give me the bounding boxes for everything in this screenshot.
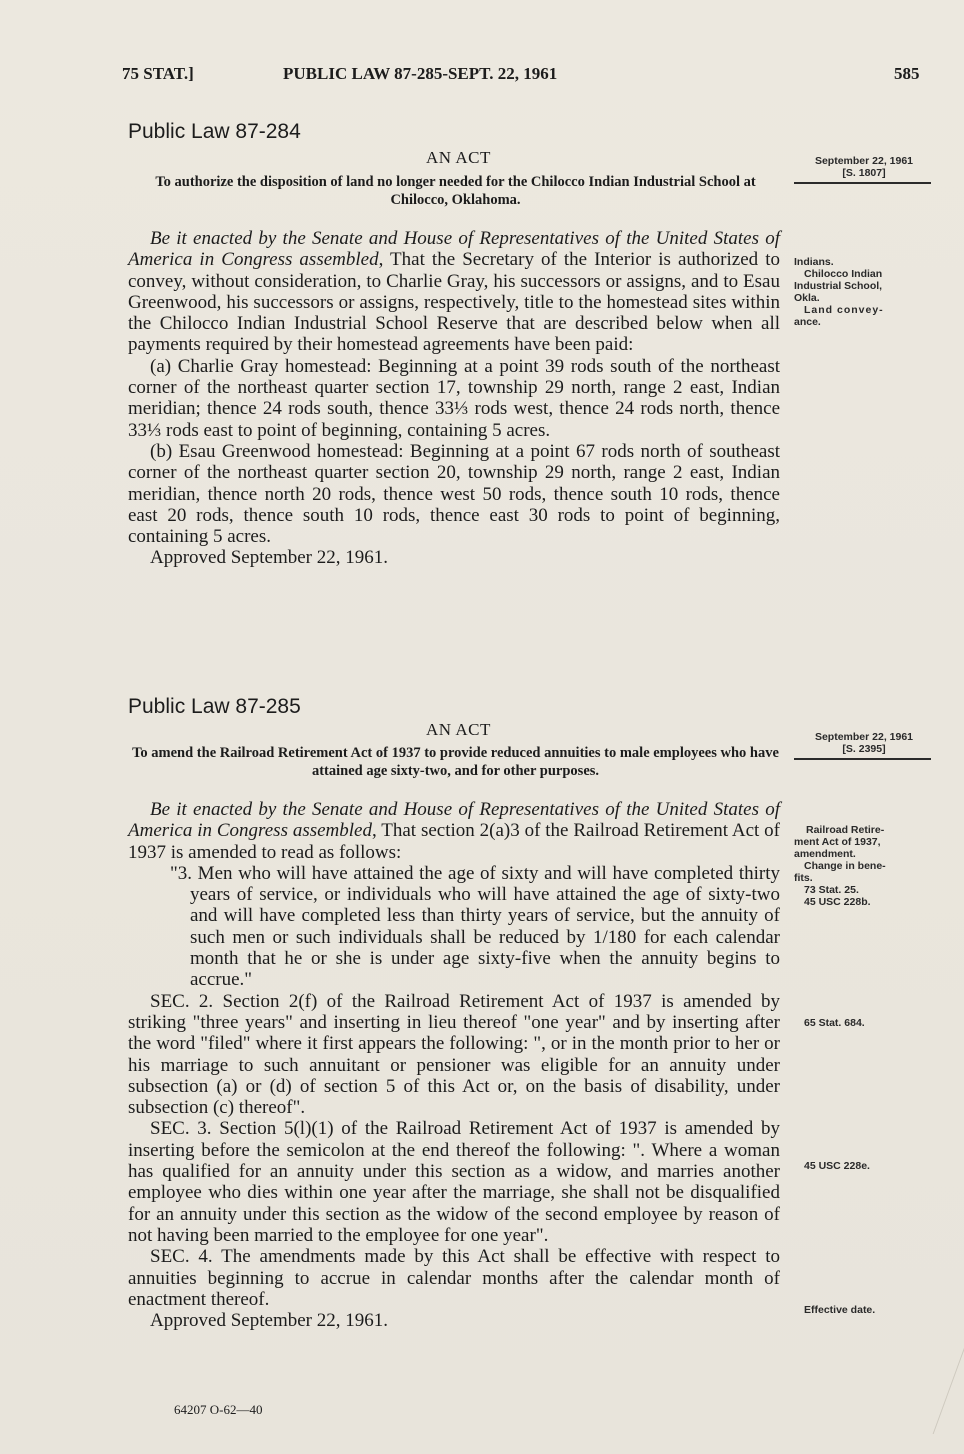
running-title: PUBLIC LAW 87-285-SEPT. 22, 1961 bbox=[283, 64, 558, 83]
enacting-text: , That section 2(a)3 of the Railroad Retirement Act of 1937 is amended to read as follows: bbox=[128, 820, 780, 863]
margin-line: Chilocco Indian bbox=[804, 268, 883, 280]
side-rule bbox=[794, 758, 931, 760]
law1-body bbox=[128, 228, 780, 569]
page-number: 585 bbox=[894, 64, 920, 83]
paragraph-b: (b) Esau Greenwood homestead: Beginning at a point 67 rods north of southeast corner of the northeast quarter section 20, township 29 north, range 2 east, Indian meridian, thence north 20 rods, thence west 50 rods, thence south 10 rods, thence east 20 rods, thence south 10 rods, thence east 30 rods to point of beginning, containing 5 acres. bbox=[128, 440, 780, 548]
section-3 bbox=[128, 1118, 780, 1246]
margin-note-railroad bbox=[794, 824, 934, 908]
section-4 bbox=[128, 1246, 780, 1310]
approval-line: Approved September 22, 1961. bbox=[150, 1310, 388, 1332]
margin-line: amendment. bbox=[794, 848, 856, 860]
quoted-text: "3. Men who will have attained the age of sixty and will have completed thirty years of service, or individuals who will have attained the age of sixty-two and will have completed less than thirty years of service, but the annuity of such men or such individuals shall be reduced by 1/180 for each calendar month that he or she is under age sixty-five when the annuity begins to accrue." bbox=[170, 862, 780, 991]
act-heading: AN ACT bbox=[426, 720, 491, 739]
enacting-text: , That the Secretary of the Interior is authorized to convey, without consideration, to Charlie Gray, his successors or assigns, and to Esau Greenwood, his successors or assigns, respectively, title to the homestead sites within the Chilocco Indian Industrial School Reserve that are described below when all payments required by their homestead agreements have been paid: bbox=[128, 249, 780, 356]
side-bill-number: [S. 2395] bbox=[842, 743, 886, 755]
margin-line: Okla. bbox=[794, 292, 820, 304]
side-bill-number: [S. 1807] bbox=[842, 167, 886, 179]
law-title: Public Law 87-285 bbox=[128, 695, 301, 718]
section-label: SEC. 3. bbox=[150, 1118, 212, 1140]
page-fold-shadow bbox=[873, 1344, 964, 1434]
side-date-block bbox=[794, 731, 934, 760]
margin-line: Industrial School, bbox=[794, 280, 883, 292]
margin-line: Change in bene- bbox=[804, 860, 886, 872]
law2-body bbox=[128, 799, 780, 1331]
side-date: September 22, 1961 bbox=[814, 155, 914, 167]
section-label: SEC. 2. bbox=[150, 990, 214, 1012]
section-text: Section 2(f) of the Railroad Retirement Act of 1937 is amended by striking "three years" and inserting in lieu thereof "one year" and by inserting after the word "filed" where it first appears the following: ", or in the month prior to her or his marriage to such annuitant or pensioner was eligible for an annuity under subsection (a) or (d) of section 5 of this Act or, on the basis of disability, under subsection (c) thereof". bbox=[128, 990, 781, 1119]
print-code: 64207 O-62—40 bbox=[174, 1402, 263, 1417]
enacting-italic: Be it enacted by the Senate and House of Representatives of the United States of America in Congress assembled bbox=[128, 799, 780, 842]
stat-reference: 75 STAT.] bbox=[122, 64, 194, 83]
margin-line: Railroad Retire- bbox=[806, 824, 885, 836]
margin-line: 73 Stat. 25. bbox=[804, 884, 859, 896]
approval-line: Approved September 22, 1961. bbox=[150, 547, 388, 569]
margin-line: fits. bbox=[794, 872, 813, 884]
section-text: Section 5(l)(1) of the Railroad Retirement Act of 1937 is amended by inserting before the semicolon at the end thereof the following: ". Where a woman has qualified for an annuity under this section as a widow, and marries another employee who dies within one year after the marriage, she shall not be disqualified for an annuity under this section as the widow of the second employee by reason of not having been married to the employee for one year". bbox=[128, 1118, 781, 1246]
enacting-italic: Be it enacted by the Senate and House of Representatives of the United States of America in Congress assembled bbox=[128, 228, 780, 271]
margin-note-indians bbox=[794, 256, 934, 328]
section-text: The amendments made by this Act shall be effective with respect to annuities beginning to accrue in calendar months after the calendar month of enactment thereof. bbox=[128, 1246, 780, 1310]
side-date-block bbox=[794, 155, 934, 184]
section-label: SEC. 4. bbox=[150, 1246, 213, 1268]
act-heading: AN ACT bbox=[426, 148, 491, 167]
law-title: Public Law 87-284 bbox=[128, 120, 301, 143]
margin-line: 45 USC 228b. bbox=[804, 896, 871, 908]
margin-line: Indians. bbox=[794, 256, 834, 268]
paragraph-a: (a) Charlie Gray homestead: Beginning at a point 39 rods south of the northeast corner of the northeast quarter section 17, township 29 north, range 2 east, Indian meridian; thence 24 rods south, thence 33⅓ rods west, thence 24 rods north, thence 33⅓ rods east to point of beginning, containing 5 acres. bbox=[128, 355, 780, 441]
enacting-clause bbox=[128, 799, 780, 863]
side-rule bbox=[794, 182, 931, 184]
act-purpose: To amend the Railroad Retirement Act of 1937 to provide reduced annuities to male employees who have attained age sixty-two, and for other purposes. bbox=[132, 745, 779, 779]
quoted-amendment bbox=[128, 863, 780, 991]
margin-note-sec3: 45 USC 228e. bbox=[804, 1160, 870, 1172]
margin-note-sec2: 65 Stat. 684. bbox=[804, 1017, 865, 1029]
margin-note-sec4: Effective date. bbox=[804, 1304, 876, 1316]
act-purpose: To authorize the disposition of land no longer needed for the Chilocco Indian Industrial School at Chilocco, Oklahoma. bbox=[155, 174, 756, 208]
margin-line: ment Act of 1937, bbox=[794, 836, 881, 848]
enacting-clause bbox=[128, 228, 780, 356]
side-date: September 22, 1961 bbox=[814, 731, 914, 743]
margin-line: Land convey- bbox=[804, 304, 884, 316]
section-2 bbox=[128, 991, 780, 1119]
margin-line: ance. bbox=[794, 316, 821, 328]
